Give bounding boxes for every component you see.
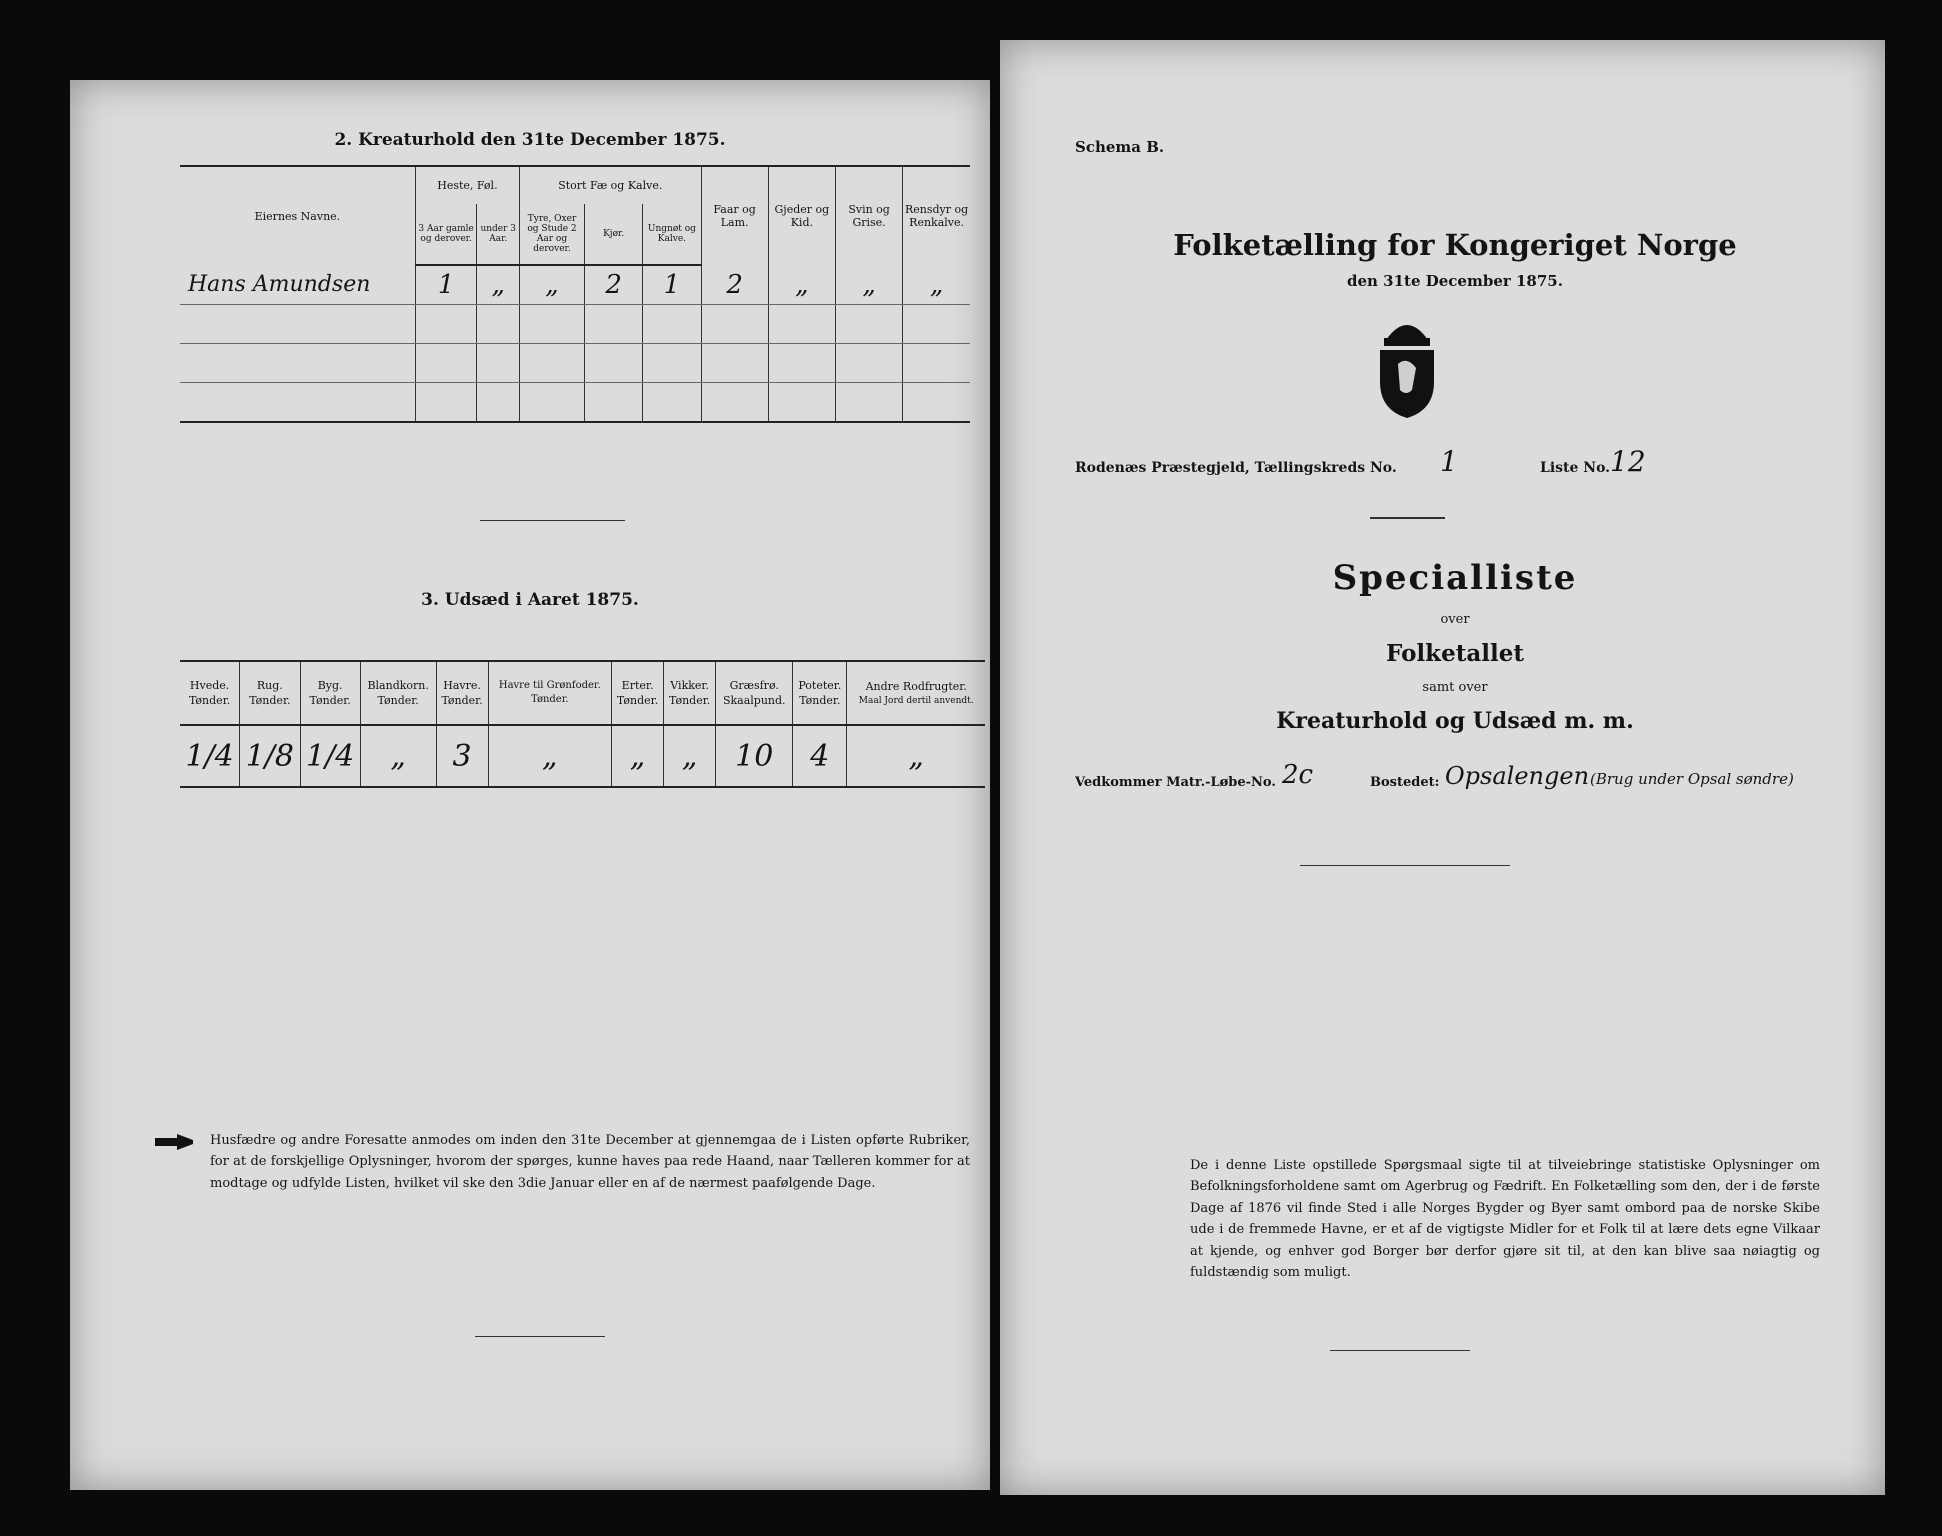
table-row	[180, 344, 970, 383]
livestock-table	[180, 165, 970, 423]
table-cell	[835, 305, 902, 344]
sowing-header: Græsfrø. Skaalpund.	[716, 661, 793, 725]
sowing-header: Erter. Tønder.	[612, 661, 664, 725]
table-cell	[835, 383, 902, 423]
bostedet-value: Opsalengen	[1445, 762, 1590, 790]
table-row	[180, 383, 970, 423]
table-cell: „	[847, 725, 985, 787]
left-page	[70, 80, 990, 1490]
reindeer-header: Rensdyr og Renkalve.	[903, 166, 970, 265]
table-cell	[585, 344, 643, 383]
table-cell: 1/4	[300, 725, 360, 787]
horses-group-header: Heste, Føl.	[415, 166, 519, 204]
district-number: 1	[1440, 445, 1458, 478]
table-cell: „	[488, 725, 611, 787]
divider	[1370, 517, 1445, 519]
coat-of-arms-icon	[1372, 310, 1442, 424]
table-row	[180, 265, 970, 305]
table-cell: „	[477, 265, 520, 305]
young-cattle-header: Ungnøt og Kalve.	[643, 204, 701, 265]
section2-title: 2. Kreaturhold den 31te December 1875.	[334, 130, 726, 150]
table-cell	[835, 344, 902, 383]
table-cell	[585, 305, 643, 344]
table-cell: 1	[415, 265, 477, 305]
instructions-footnote: Husfædre og andre Foresatte anmodes om inden den 31te December at gjennemgaa de i Listen opførte Rubriker, for at de forskjellige Oplysninger, hvorom der spørges, kunne haves paa rede Haand, naar Tælleren kommer for at modtage og udfylde Listen, hvilket vil ske den 3die Januar eller en af de nærmest paafølgende Dage.	[210, 1133, 970, 1191]
table-cell	[415, 305, 477, 344]
samt-over-text: samt over	[1422, 680, 1488, 695]
matr-number: 2c	[1282, 760, 1314, 790]
table-cell	[520, 344, 585, 383]
sowing-header: Vikker. Tønder.	[664, 661, 716, 725]
sowing-header: Andre Rodfrugter. Maal Jord dertil anvendt.	[847, 661, 985, 725]
table-cell	[415, 344, 477, 383]
table-cell: 2	[585, 265, 643, 305]
divider	[1330, 1350, 1470, 1351]
table-cell: 3	[436, 725, 488, 787]
parish-label: Rodenæs Præstegjeld, Tællingskreds No.	[1075, 460, 1397, 476]
pigs-header: Svin og Grise.	[835, 166, 902, 265]
table-cell	[585, 383, 643, 423]
table-cell	[701, 344, 768, 383]
table-cell	[477, 305, 520, 344]
table-cell	[768, 305, 835, 344]
purpose-text: De i denne Liste opstillede Spørgsmaal sigte til at tilveiebringe statistiske Oplysninger om Befolkningsforholdene samt om Agerbrug og Fædrift. En Folketælling som den, der i de første Dage af 1876 vil finde Sted i alle Norges Bygder og Byer samt ombord paa de norske Skibe ude i de fremmede Havne, er et af de vigtigste Midler for et Folk til at lære dets egne Vilkaar at kjende, og enhver god Borger bør derfor gjøre sit til, at den kan blive saa nøiagtig og fuldstændig som muligt.	[1190, 1158, 1820, 1281]
table-cell	[643, 344, 701, 383]
table-cell: „	[360, 725, 436, 787]
pointing-hand-icon	[155, 1132, 195, 1156]
table-cell	[701, 305, 768, 344]
table-cell: „	[664, 725, 716, 787]
folketallet-heading: Folketallet	[1386, 640, 1524, 667]
table-cell	[903, 305, 970, 344]
owner-name	[180, 383, 415, 423]
table-cell: „	[903, 265, 970, 305]
table-cell	[701, 383, 768, 423]
table-cell	[477, 383, 520, 423]
list-label: Liste No.	[1540, 460, 1611, 476]
table-cell	[520, 383, 585, 423]
divider	[1300, 865, 1510, 866]
table-cell	[903, 383, 970, 423]
owner-name	[180, 344, 415, 383]
table-cell	[643, 305, 701, 344]
table-row	[180, 725, 985, 787]
owner-header: Eiernes Navne.	[180, 166, 415, 265]
right-page	[1000, 40, 1885, 1495]
table-cell: 1/8	[240, 725, 300, 787]
table-cell: „	[520, 265, 585, 305]
list-number: 12	[1610, 445, 1646, 478]
table-cell: 4	[793, 725, 847, 787]
bostedet-note: (Brug under Opsal søndre)	[1590, 770, 1794, 788]
owner-name: Hans Amundsen	[180, 265, 415, 305]
table-cell	[643, 383, 701, 423]
table-cell: „	[612, 725, 664, 787]
sowing-header: Rug. Tønder.	[240, 661, 300, 725]
kreaturhold-heading: Kreaturhold og Udsæd m. m.	[1276, 708, 1634, 734]
sowing-header: Blandkorn. Tønder.	[360, 661, 436, 725]
horses-3plus-header: 3 Aar gamle og derover.	[415, 204, 477, 265]
divider	[475, 1336, 605, 1337]
specialliste-heading: Specialliste	[1332, 558, 1578, 598]
sheep-header: Faar og Lam.	[701, 166, 768, 265]
table-cell	[903, 344, 970, 383]
over-text: over	[1440, 612, 1470, 627]
sowing-header: Poteter. Tønder.	[793, 661, 847, 725]
owner-name	[180, 305, 415, 344]
matr-label: Vedkommer Matr.-Løbe-No.	[1075, 775, 1276, 790]
table-cell: 10	[716, 725, 793, 787]
table-cell: 2	[701, 265, 768, 305]
table-cell	[415, 383, 477, 423]
cattle-group-header: Stort Fæ og Kalve.	[520, 166, 702, 204]
schema-label: Schema B.	[1075, 138, 1165, 156]
bulls-header: Tyre, Oxer og Stude 2 Aar og derover.	[520, 204, 585, 265]
section3-title: 3. Udsæd i Aaret 1875.	[421, 590, 639, 610]
table-cell	[477, 344, 520, 383]
divider	[480, 520, 625, 521]
document-date: den 31te December 1875.	[1347, 272, 1563, 290]
cows-header: Kjør.	[585, 204, 643, 265]
table-cell: „	[835, 265, 902, 305]
table-row	[180, 305, 970, 344]
sowing-header: Byg. Tønder.	[300, 661, 360, 725]
bostedet-label: Bostedet:	[1370, 775, 1440, 790]
sowing-header: Havre til Grønfoder. Tønder.	[488, 661, 611, 725]
table-cell	[768, 383, 835, 423]
sowing-header: Havre. Tønder.	[436, 661, 488, 725]
table-cell	[520, 305, 585, 344]
table-cell: 1/4	[180, 725, 240, 787]
table-cell	[768, 344, 835, 383]
sowing-header: Hvede. Tønder.	[180, 661, 240, 725]
document-title: Folketælling for Kongeriget Norge	[1173, 228, 1737, 262]
horses-under3-header: under 3 Aar.	[477, 204, 520, 265]
table-cell: 1	[643, 265, 701, 305]
sowing-table	[180, 660, 985, 788]
table-cell: „	[768, 265, 835, 305]
goats-header: Gjeder og Kid.	[768, 166, 835, 265]
